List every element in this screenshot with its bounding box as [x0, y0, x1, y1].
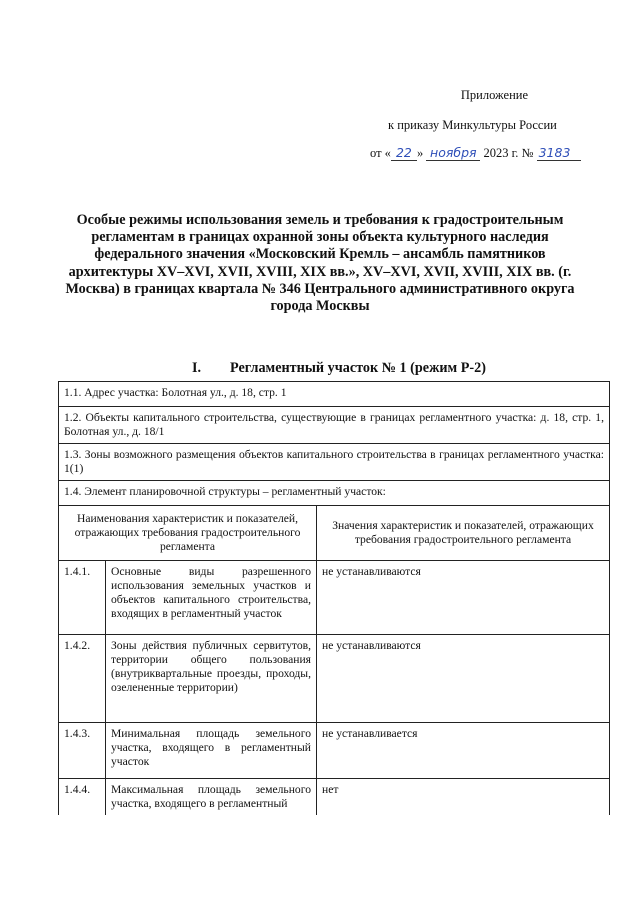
handwritten-month: ноября: [426, 146, 480, 161]
column-header-names: Наименования характеристик и показателей, отражающих требования градостроительного регламента: [59, 506, 317, 561]
row-address: 1.1. Адрес участка: Болотная ул., д. 18, стр. 1: [59, 382, 610, 407]
date-mid: »: [416, 146, 424, 160]
row-number: 1.4.2.: [59, 635, 106, 723]
table-row: [59, 561, 610, 635]
appendix-order: к приказу Минкультуры России: [388, 118, 557, 132]
section-heading: [192, 360, 486, 377]
appendix-label: Приложение: [460, 88, 528, 102]
handwritten-order-number: 3183: [537, 146, 581, 161]
row-value: не устанавливаются: [317, 635, 610, 723]
row-name: Максимальная площадь земельного участка, входящего в регламентный: [106, 779, 317, 816]
date-year: 2023 г. №: [483, 146, 534, 160]
row-planning-element: 1.4. Элемент планировочной структуры – регламентный участок:: [59, 481, 610, 506]
section-heading-text: Регламентный участок № 1 (режим Р-2): [230, 360, 486, 376]
row-name: Минимальная площадь земельного участка, входящего в регламентный участок: [106, 723, 317, 779]
row-name: Основные виды разрешенного использования земельных участков и объектов капитального строительства, входящих в регламентный участок: [106, 561, 317, 635]
document-title: Особые режимы использования земель и требования к градостроительным регламентам в границах охранной зоны объекта культурного наследия федерального значения «Московский Кремль – ансамбль памятников архитектуры XV–XVI, XVII, XVIII, XIX вв.», XV–XVI, XVII, XVIII, XIX вв. (г. Москва) в границах квартала № 346 Центрального административного округа города Москвы: [65, 212, 575, 315]
row-value: не устанавливается: [317, 723, 610, 779]
table-row: [59, 635, 610, 723]
row-number: 1.4.3.: [59, 723, 106, 779]
table-row: [59, 779, 610, 816]
regulation-table: [58, 381, 610, 815]
appendix-date: [370, 146, 581, 161]
section-roman-numeral: I.: [192, 360, 202, 376]
row-number: 1.4.4.: [59, 779, 106, 816]
row-construction-zones: 1.3. Зоны возможного размещения объектов капитального строительства в границах регламентного участка: 1(1): [59, 444, 610, 481]
row-existing-objects: 1.2. Объекты капитального строительства, существующие в границах регламентного участка: д. 18, стр. 1, Болотная ул., д. 18/1: [59, 407, 610, 444]
row-name: Зоны действия публичных сервитутов, территории общего пользования (внутриквартальные проезды, проходы, озелененные территории): [106, 635, 317, 723]
column-header-values: Значения характеристик и показателей, отражающих требования градостроительного регламента: [317, 506, 610, 561]
row-value: нет: [317, 779, 610, 816]
handwritten-day: 22: [391, 146, 417, 161]
row-number: 1.4.1.: [59, 561, 106, 635]
row-value: не устанавливаются: [317, 561, 610, 635]
date-prefix: от «: [370, 146, 391, 160]
table-row: [59, 723, 610, 779]
